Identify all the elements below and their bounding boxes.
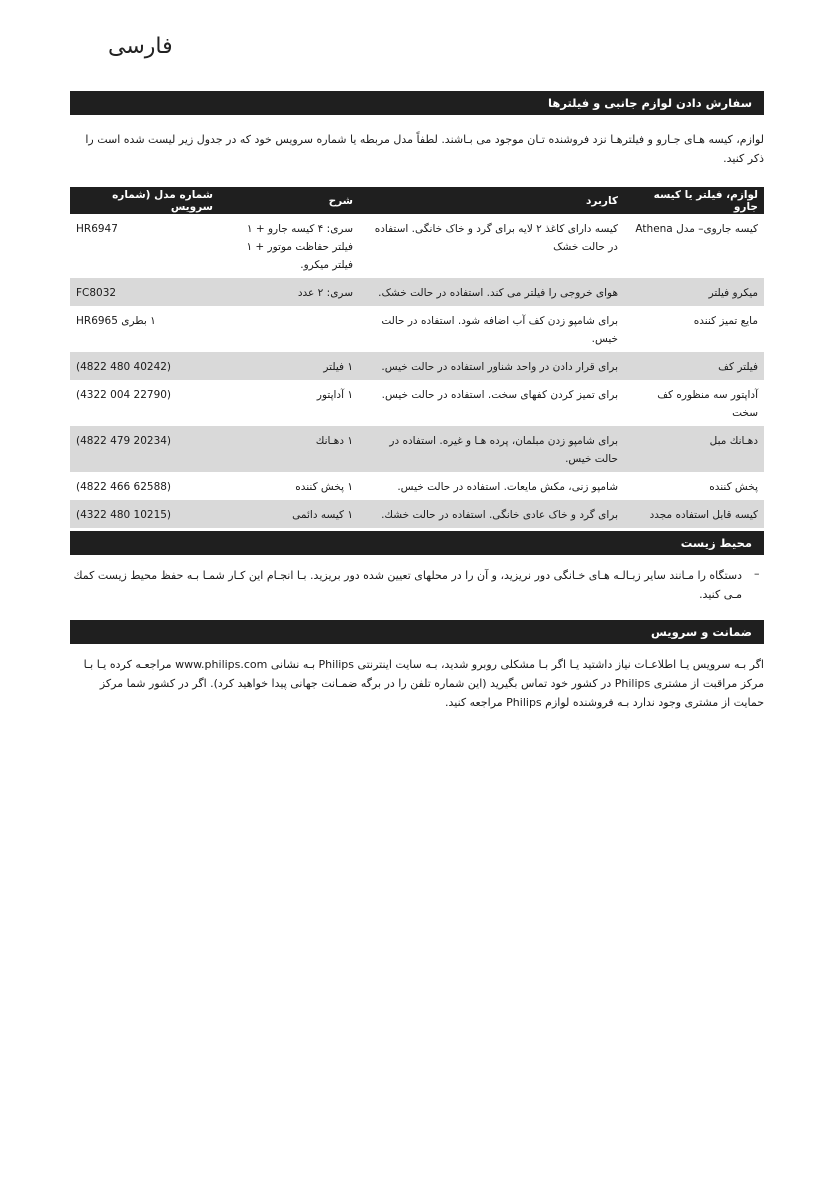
cell-item: فیلتر کف xyxy=(624,352,764,380)
cell-usage: شامپو زنی، مکش مایعات. استفاده در حالت خیس. xyxy=(397,481,618,493)
table-header-row xyxy=(70,187,764,214)
table-row xyxy=(70,472,764,500)
environment-text: دستگاه را مـانند سایر زبـالـه هـای خـانگی دور نریزید، و آن را در محلهای تعیین شده دور بریزید. بـا انجـام این کـار شمـا بـه حفظ محیط زیست کمك مـی کنید. xyxy=(73,569,742,601)
cell-usage: برای شامپو زدن مبلمان، پرده هـا و غیره. استفاده در حالت خیس. xyxy=(359,426,624,472)
bullet-dash: – xyxy=(754,567,760,580)
cell-model: FC8032 xyxy=(70,278,219,306)
cell-model: (4822 466 62588) xyxy=(76,481,172,493)
cell-desc: ۱ آداپتور xyxy=(316,389,353,401)
cell-item: کیسه جاروی– مدل Athena xyxy=(635,223,758,235)
cell-desc xyxy=(219,306,359,352)
cell-item: آداپتور سه منظوره کف سخت xyxy=(657,389,758,419)
section-header-warranty: ضمانت و سرویس xyxy=(70,620,764,644)
table-row xyxy=(70,278,764,306)
header-usage: کاربرد xyxy=(359,187,624,214)
cell-desc: ۱ پخش کننده xyxy=(295,481,353,493)
cell-usage: برای شامپو زدن کف آب اضافه شود. استفاده در حالت خیس. xyxy=(381,315,618,345)
cell-usage: هوای خروجی را فیلتر می کند. استفاده در حالت خشک. xyxy=(359,278,624,306)
cell-model: (4822 480 40242) xyxy=(70,352,219,380)
cell-usage: برای قرار دادن در واحد شناور استفاده در حالت خیس. xyxy=(359,352,624,380)
header-desc: شرح xyxy=(219,187,359,214)
cell-item: میکرو فیلتر xyxy=(624,278,764,306)
cell-model: (4822 479 20234) xyxy=(70,426,219,472)
cell-model: (4322 480 10215) xyxy=(70,500,219,528)
header-item: لوازم، فیلتر یا کیسه جارو xyxy=(624,187,764,214)
table-row xyxy=(70,352,764,380)
warranty-text: اگر بـه سرویس یـا اطلاعـات نیاز داشتید یـا اگر بـا مشکلی روبرو شدید، بـه سایت اینترنتی Philips بـه نشانی www.philips.com مراجعـه کرده یـا بـا مرکز مراقبت از مشتری Philips در کشور خود تماس بگیرید (این شماره تلفن را در برگه ضمـانت جهانی پیدا خواهید کرد). اگر در کشور شما مرکز حمایت از مشتری وجود ندارد بـه فروشنده لوازم Philips مراجعه کنید. xyxy=(83,658,764,709)
cell-item: مایع تمیز کننده xyxy=(693,315,758,327)
cell-model: ۱ بطری HR6965 xyxy=(76,315,156,327)
cell-item: دهـانك مبل xyxy=(624,426,764,472)
cell-desc: سری: ۲ عدد xyxy=(219,278,359,306)
cell-desc: ۱ کیسه دائمی xyxy=(219,500,359,528)
table-row xyxy=(70,306,764,352)
cell-usage: برای گرد و خاک عادی خانگی. استفاده در حالت خشك. xyxy=(359,500,624,528)
cell-model: HR6947 xyxy=(76,223,118,235)
cell-item: پخش کننده xyxy=(709,481,758,493)
cell-usage: برای تمیز کردن کفهای سخت. استفاده در حالت خیس. xyxy=(381,389,618,401)
cell-desc: ۱ دهـانك xyxy=(219,426,359,472)
cell-item: کیسه قابل استفاده مجدد xyxy=(624,500,764,528)
table-row xyxy=(70,380,764,426)
table-row xyxy=(70,426,764,472)
cell-desc: سری: ۴ کیسه جارو + ۱ فیلتر حفاظت موتور + ۱ فیلتر میکرو. xyxy=(246,223,353,271)
cell-usage: کیسه دارای کاغذ ۲ لایه برای گرد و خاک خانگی. استفاده در حالت خشک xyxy=(374,223,618,253)
cell-desc: ۱ فیلتر xyxy=(219,352,359,380)
section-header-environment: محیط زیست xyxy=(70,531,764,555)
header-model: شماره مدل (شماره سرویس xyxy=(70,187,219,214)
ordering-intro: لوازم، کیسه هـای جـارو و فیلترهـا نزد فروشنده تـان موجود می بـاشند. لطفاً مدل مربطه یا شماره سرویس خود که در جدول زیر لیست شده است را ذکر کنید. xyxy=(85,133,764,165)
page-title: فارسی xyxy=(108,34,173,59)
table-row xyxy=(70,214,764,278)
section-header-ordering: سفارش دادن لوازم جانبی و فیلترها xyxy=(70,91,764,115)
accessories-table xyxy=(70,187,764,528)
cell-model: (4322 004 22790) xyxy=(76,389,172,401)
table-row xyxy=(70,500,764,528)
